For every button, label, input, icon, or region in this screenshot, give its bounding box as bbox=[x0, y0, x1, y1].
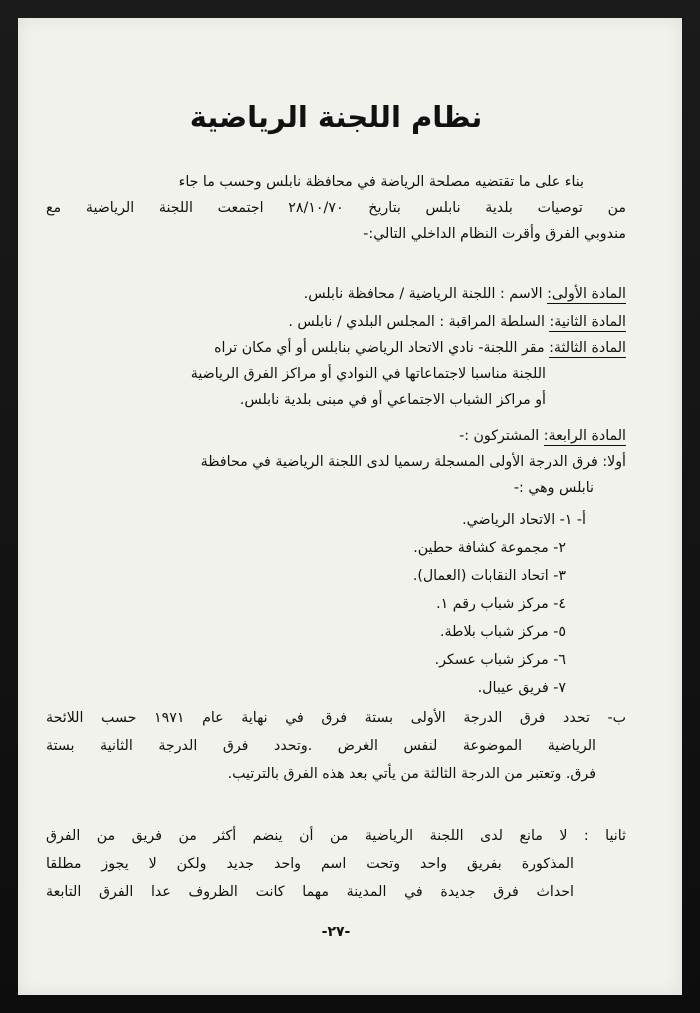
article-2-label: المادة الثانية: bbox=[549, 314, 626, 330]
article-4-text: المشتركون :- bbox=[459, 428, 544, 444]
intro-line-2: من توصيات بلدية نابلس بتاريخ ٢٨/١٠/٧٠ اجتمعت اللجنة الرياضية مع bbox=[46, 200, 626, 216]
clause-second-1: ثانيا : لا مانع لدى اللجنة الرياضية من أن ينضم أكثر من فريق من الفرق bbox=[46, 828, 626, 844]
clause-b-1: ب- تحدد فرق الدرجة الأولى بستة فرق في نهاية عام ١٩٧١ حسب اللائحة bbox=[46, 710, 626, 726]
article-4-first-2: نابلس وهي :- bbox=[513, 480, 594, 496]
article-3-cont-2: أو مراكز الشباب الاجتماعي أو في مبنى بلدية نابلس. bbox=[239, 392, 546, 408]
team-4: ٤- مركز شباب رقم ١. bbox=[436, 596, 566, 612]
team-2: ٢- مجموعة كشافة حطين. bbox=[413, 540, 566, 556]
team-5: ٥- مركز شباب بلاطة. bbox=[440, 624, 566, 640]
article-3-text: مقر اللجنة- نادي الاتحاد الرياضي بنابلس أو أي مكان تراه bbox=[214, 340, 550, 356]
clause-b-3: فرق. وتعتبر من الدرجة الثالثة من يأتي بعد هذه الفرق بالترتيب. bbox=[227, 766, 596, 782]
article-1 bbox=[46, 284, 626, 304]
article-2 bbox=[46, 312, 626, 332]
document-page bbox=[18, 18, 682, 995]
team-7: ٧- فريق عيبال. bbox=[477, 680, 566, 696]
team-3: ٣- اتحاد النقابات (العمال). bbox=[412, 568, 566, 584]
article-4 bbox=[46, 426, 626, 446]
clause-b-2: الرياضية الموضوعة لنفس الغرض .وتحدد فرق الدرجة الثانية بستة bbox=[46, 738, 596, 754]
article-3-label: المادة الثالثة: bbox=[549, 340, 626, 356]
article-3-cont-1: اللجنة مناسبا لاجتماعاتها في النوادي أو مراكز الفرق الرياضية bbox=[190, 366, 546, 382]
article-1-text: الاسم : اللجنة الرياضية / محافظة نابلس. bbox=[303, 286, 548, 302]
clause-second-2: المذكورة بفريق واحد وتحت اسم واحد جديد ولكن لا يجوز مطلقا bbox=[46, 856, 574, 872]
intro-line-3: مندوبي الفرق وأقرت النظام الداخلي التالي:- bbox=[363, 226, 626, 242]
document-title: نظام اللجنة الرياضية bbox=[189, 100, 483, 134]
article-4-label: المادة الرابعة: bbox=[543, 428, 626, 444]
article-4-first-1: أولا: فرق الدرجة الأولى المسجلة رسميا لدى اللجنة الرياضية في محافظة bbox=[200, 454, 626, 470]
intro-line-1: بناء على ما تقتضيه مصلحة الرياضة في محافظة نابلس وحسب ما جاء bbox=[178, 174, 584, 190]
page-number: -٢٧- bbox=[321, 924, 351, 940]
article-1-label: المادة الأولى: bbox=[547, 286, 626, 302]
team-1: أ- ١- الاتحاد الرياضي. bbox=[462, 512, 586, 528]
team-6: ٦- مركز شباب عسكر. bbox=[434, 652, 566, 668]
article-2-text: السلطة المراقبة : المجلس البلدي / نابلس . bbox=[288, 314, 550, 330]
article-3 bbox=[46, 338, 626, 358]
document-body bbox=[46, 36, 626, 976]
clause-second-3: احداث فرق جديدة في المدينة مهما كانت الظروف عدا الفرق التابعة bbox=[46, 884, 574, 900]
